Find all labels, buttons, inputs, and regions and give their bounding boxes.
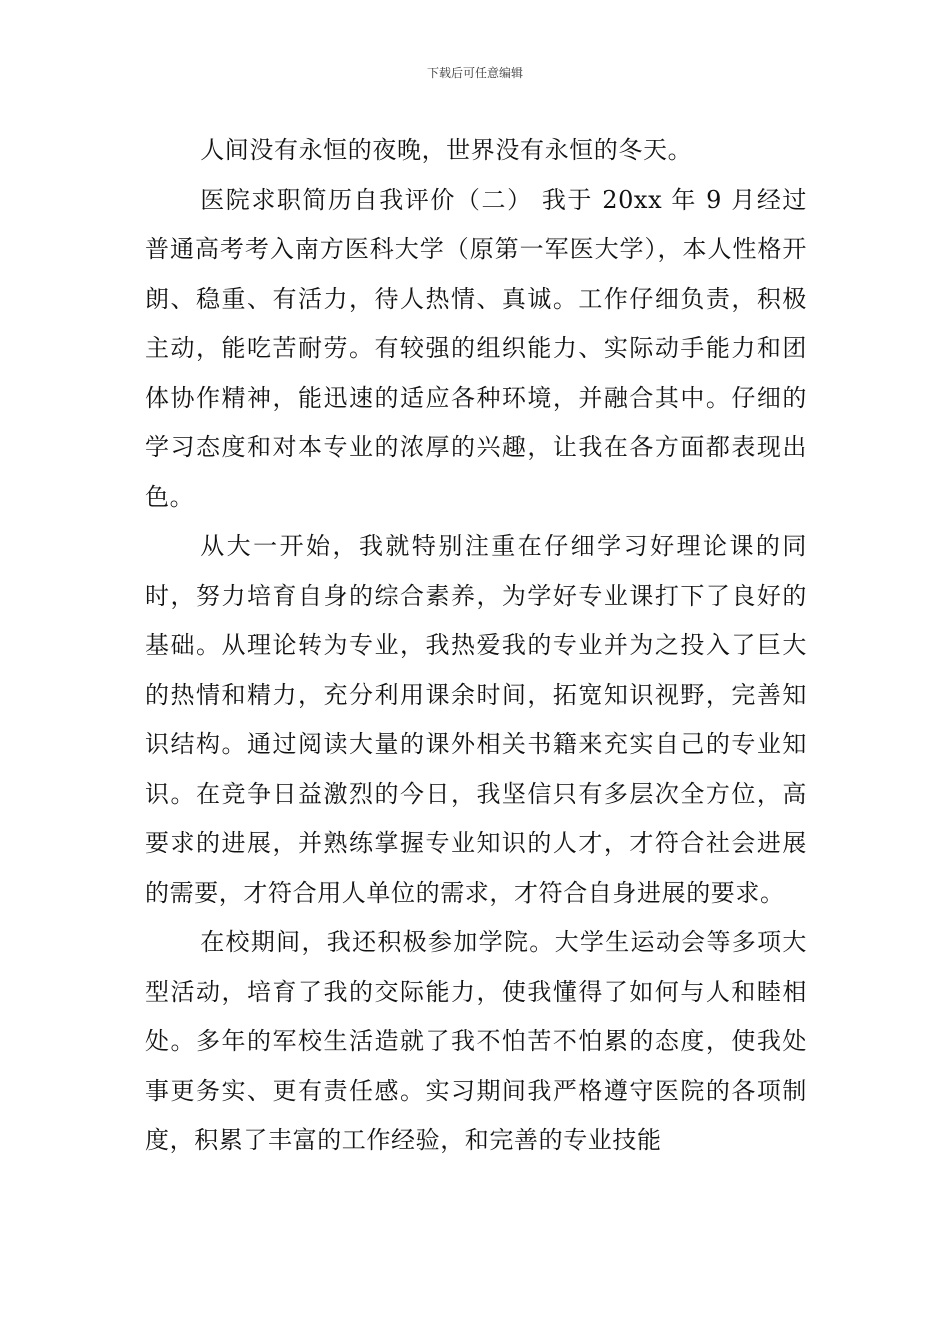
page-header: 下载后可任意编辑 [426, 66, 523, 80]
document-body [145, 126, 807, 1166]
paragraph-4: 在校期间，我还积极参加学院。大学生运动会等多项大型活动，培育了我的交际能力，使我懂得了如何与人和睦相处。多年的军校生活造就了我不怕苦不怕累的态度，使我处事更务实、更有责任感。实习期间我严格遵守医院的各项制度，积累了丰富的工作经验，和完善的专业技能 [145, 928, 807, 1154]
paragraph-3: 从大一开始，我就特别注重在仔细学习好理论课的同时，努力培育自身的综合素养，为学好专业课打下了良好的基础。从理论转为专业，我热爱我的专业并为之投入了巨大的热情和精力，充分利用课余时间，拓宽知识视野，完善知识结构。通过阅读大量的课外相关书籍来充实自己的专业知识。在竞争日益激烈的今日，我坚信只有多层次全方位，高要求的进展，并熟练掌握专业知识的人才，才符合社会进展的需要，才符合用人单位的需求，才符合自身进展的要求。 [145, 532, 807, 907]
paragraph-1: 人间没有永恒的夜晚，世界没有永恒的冬天。 [200, 136, 693, 164]
paragraph-2: 医院求职简历自我评价（二） 我于 20xx 年 9 月经过普通高考考入南方医科大学（原第一军医大学），本人性格开朗、稳重、有活力，待人热情、真诚。工作仔细负责，积极主动，能吃苦耐劳。有较强的组织能力、实际动手能力和团体协作精神，能迅速的适应各种环境，并融合其中。仔细的学习态度和对本专业的浓厚的兴趣，让我在各方面都表现出色。 [145, 185, 807, 511]
